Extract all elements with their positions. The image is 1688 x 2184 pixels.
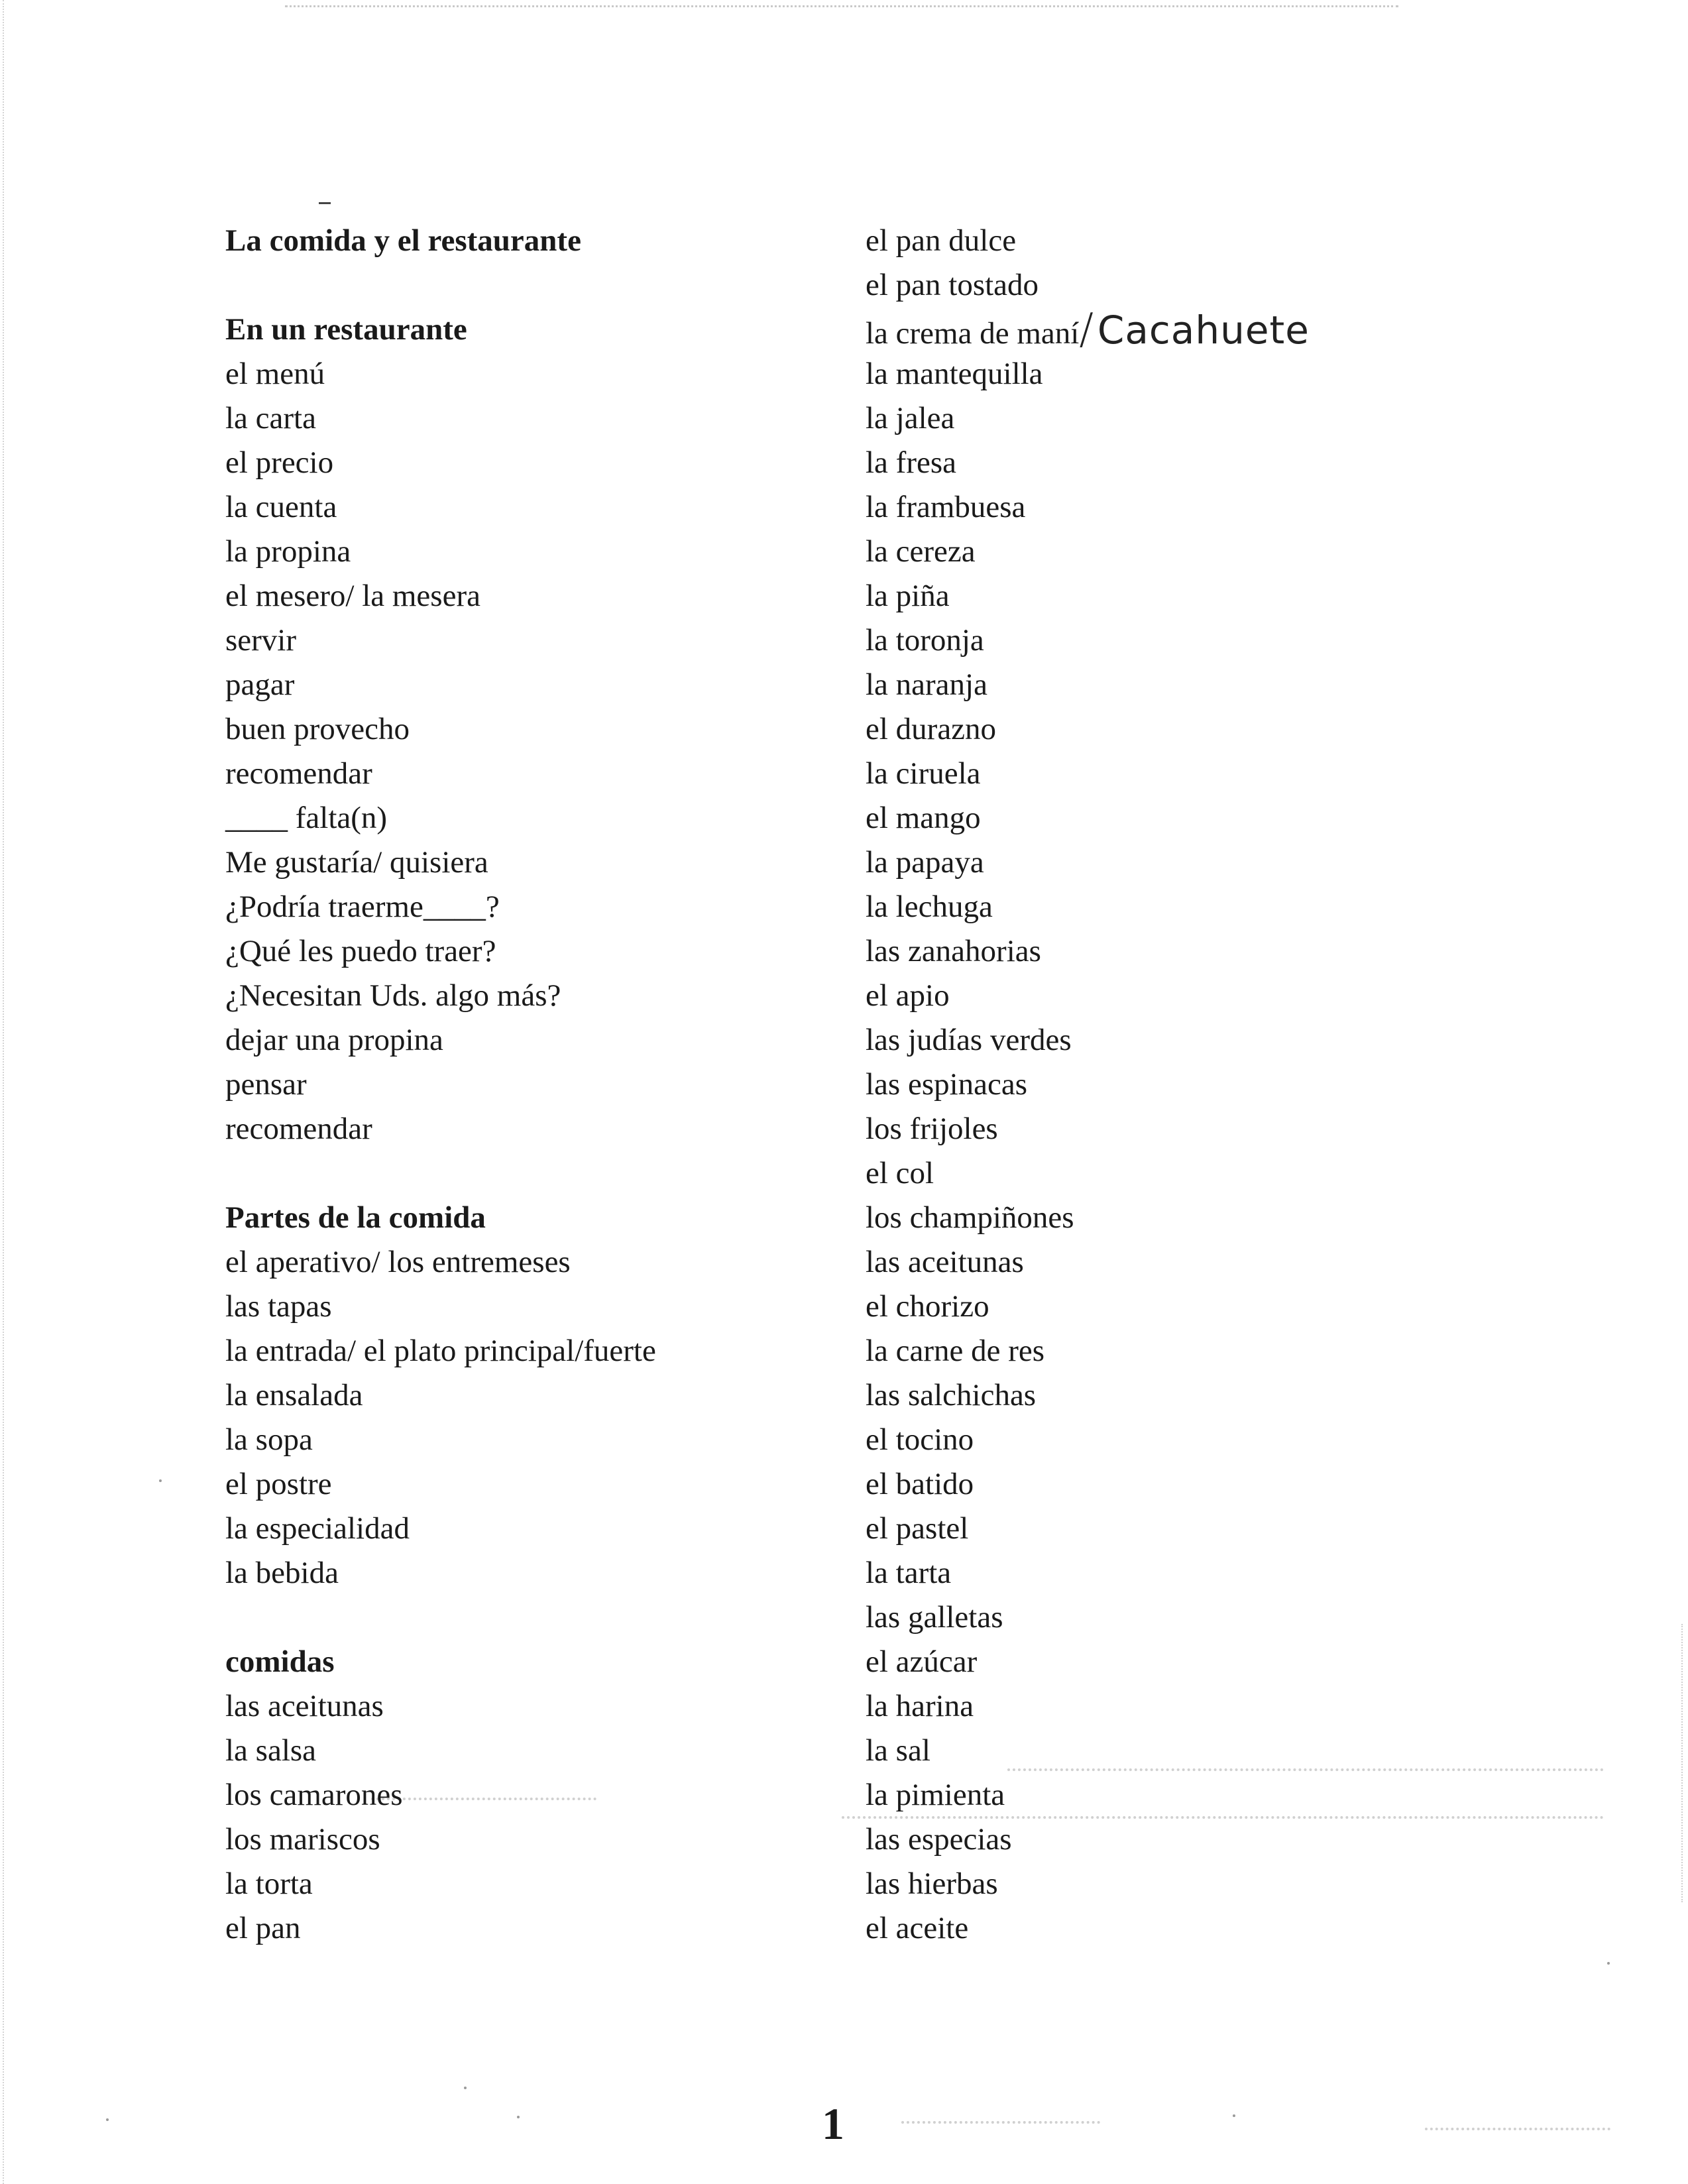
- vocab-item: la sopa: [225, 1422, 313, 1457]
- vocab-item: dejar una propina: [225, 1023, 443, 1057]
- scan-edge-right: [1681, 1624, 1683, 1902]
- vocab-item: el pan: [225, 1911, 301, 1945]
- scan-dot: [1607, 1962, 1610, 1965]
- vocab-item: la sal: [866, 1733, 930, 1768]
- scan-dot: [106, 2118, 109, 2121]
- vocab-item: la lechuga: [866, 890, 993, 924]
- vocab-item: la especialidad: [225, 1511, 410, 1546]
- vocab-item: la entrada/ el plato principal/fuerte: [225, 1334, 656, 1368]
- vocab-item: el chorizo: [866, 1289, 989, 1324]
- vocab-item: Me gustaría/ quisiera: [225, 845, 488, 880]
- vocab-item: buen provecho: [225, 712, 410, 746]
- vocab-item: recomendar: [225, 1112, 372, 1146]
- vocab-item: la mantequilla: [866, 357, 1043, 391]
- scan-dot: [159, 1479, 162, 1482]
- vocab-item: el batido: [866, 1467, 974, 1501]
- scan-noise: [901, 2121, 1100, 2124]
- vocab-item: los frijoles: [866, 1112, 998, 1146]
- vocab-item: el tocino: [866, 1422, 974, 1457]
- scan-edge-left: [3, 0, 4, 2184]
- stray-mark: [319, 202, 331, 204]
- vocab-item: la salsa: [225, 1733, 317, 1768]
- vocab-item: las tapas: [225, 1289, 332, 1324]
- section-heading-comidas: comidas: [225, 1644, 335, 1679]
- vocab-item: las espinacas: [866, 1067, 1028, 1102]
- vocab-item: la torta: [225, 1867, 313, 1901]
- vocab-item: el pastel: [866, 1511, 969, 1546]
- handwritten-slash: /: [1079, 305, 1094, 354]
- vocab-item: la papaya: [866, 845, 984, 880]
- vocab-item: la carta: [225, 401, 316, 435]
- vocab-item: la bebida: [225, 1556, 339, 1590]
- vocab-item: los camarones: [225, 1778, 403, 1812]
- vocab-item: la naranja: [866, 667, 987, 702]
- vocab-item: el pan dulce: [866, 223, 1017, 258]
- vocab-item: el pan tostado: [866, 268, 1039, 302]
- vocab-item: el apio: [866, 978, 950, 1013]
- vocab-item: los champiñones: [866, 1200, 1074, 1235]
- vocab-item: pagar: [225, 667, 295, 702]
- left-column: [225, 219, 862, 1951]
- vocab-item: pensar: [225, 1067, 307, 1102]
- scan-dot: [1233, 2114, 1235, 2117]
- vocab-item: el azúcar: [866, 1644, 978, 1679]
- vocab-item: la pimienta: [866, 1778, 1005, 1812]
- vocab-item: la frambuesa: [866, 490, 1026, 524]
- vocab-item: el aperativo/ los entremeses: [225, 1245, 571, 1279]
- vocab-item: ¿Qué les puedo traer?: [225, 934, 496, 968]
- vocab-item: el precio: [225, 445, 334, 480]
- vocab-item-with-note: [866, 305, 1595, 354]
- vocab-item: las galletas: [866, 1600, 1003, 1635]
- vocab-item: las salchichas: [866, 1378, 1037, 1412]
- right-column: [866, 219, 1595, 1951]
- vocab-item: las hierbas: [866, 1867, 998, 1901]
- vocab-item: ____ falta(n): [225, 801, 388, 835]
- handwritten-note: Cacahuete: [1097, 308, 1310, 353]
- vocab-item: las especias: [866, 1822, 1012, 1857]
- vocab-item: la ciruela: [866, 756, 981, 791]
- scan-dot: [464, 2087, 467, 2089]
- vocab-item: ¿Necesitan Uds. algo más?: [225, 978, 561, 1013]
- vocab-item: las aceitunas: [866, 1245, 1024, 1279]
- vocab-item: las aceitunas: [225, 1689, 384, 1723]
- vocab-item: la ensalada: [225, 1378, 363, 1412]
- vocab-item: recomendar: [225, 756, 372, 791]
- document-title: La comida y el restaurante: [225, 223, 581, 258]
- vocab-item: el durazno: [866, 712, 997, 746]
- vocab-item: las zanahorias: [866, 934, 1041, 968]
- vocab-item: ¿Podría traerme____?: [225, 890, 500, 924]
- vocab-item: la cereza: [866, 534, 976, 569]
- scan-edge-top: [285, 5, 1398, 7]
- vocab-item: la cuenta: [225, 490, 337, 524]
- vocab-item: la tarta: [866, 1556, 952, 1590]
- vocab-item: el mango: [866, 801, 981, 835]
- vocab-item: la crema de maní: [866, 316, 1080, 351]
- vocab-item: el menú: [225, 357, 325, 391]
- vocab-item: la carne de res: [866, 1334, 1045, 1368]
- section-heading-restaurante: En un restaurante: [225, 312, 467, 347]
- vocab-item: la harina: [866, 1689, 974, 1723]
- vocab-item: las judías verdes: [866, 1023, 1072, 1057]
- vocab-item: el aceite: [866, 1911, 969, 1945]
- vocab-item: la jalea: [866, 401, 955, 435]
- vocab-item: los mariscos: [225, 1822, 380, 1857]
- vocab-item: el mesero/ la mesera: [225, 579, 480, 613]
- vocab-item: la piña: [866, 579, 950, 613]
- scan-noise: [1425, 2128, 1610, 2130]
- vocab-item: el postre: [225, 1467, 332, 1501]
- vocab-item: la fresa: [866, 445, 956, 480]
- scan-dot: [517, 2116, 520, 2118]
- page-number: 1: [822, 2098, 844, 2149]
- vocab-item: la toronja: [866, 623, 984, 658]
- vocab-item: el col: [866, 1156, 934, 1190]
- section-heading-partes: Partes de la comida: [225, 1200, 486, 1235]
- vocab-item: servir: [225, 623, 297, 658]
- vocab-item: la propina: [225, 534, 351, 569]
